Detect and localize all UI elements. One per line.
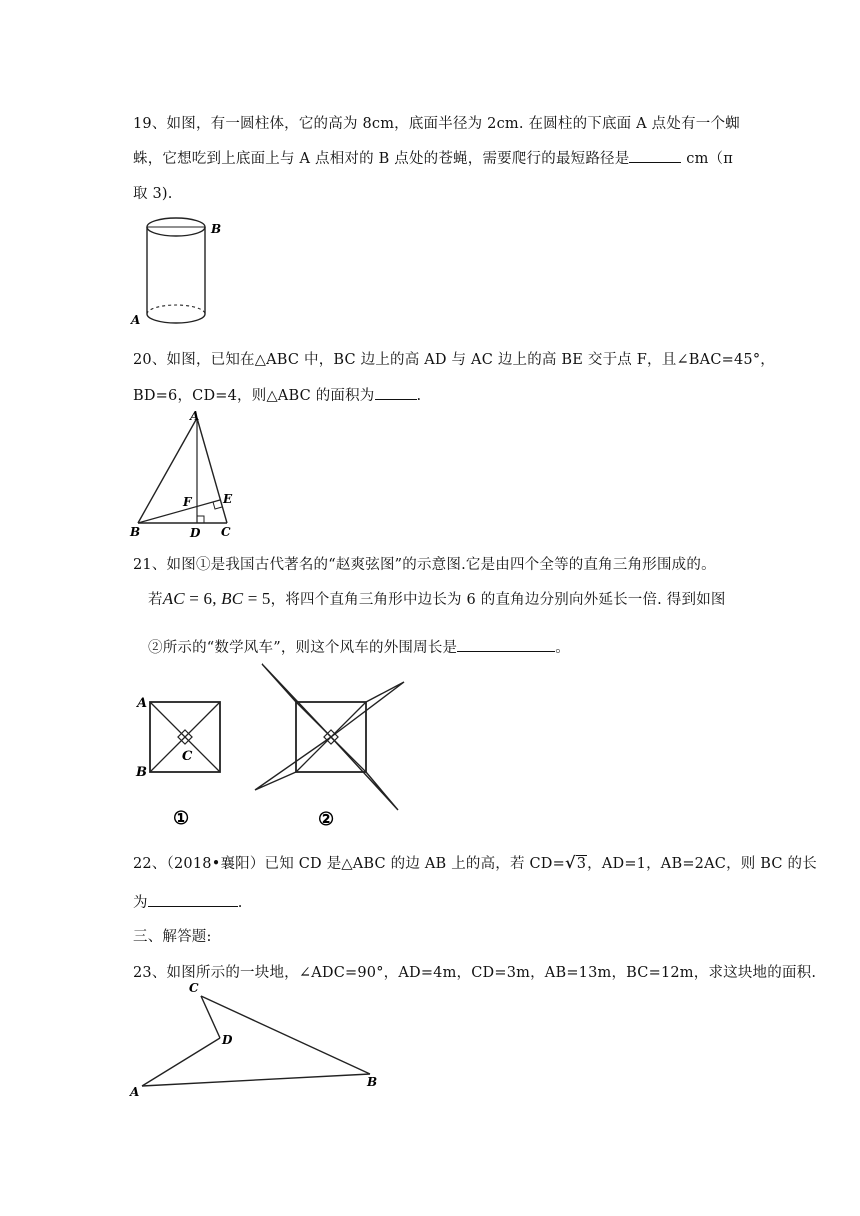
land-label-b: B [367,1075,378,1089]
q21-line3 [148,636,570,657]
q21-line2-suffix: ，将四个直角三角形中边长为 6 的直角边分别向外延长一倍. 得到如图 [270,592,726,608]
q20-line1: 20、如图，已知在△ABC 中，BC 边上的高 AD 与 AC 边上的高 BE 交于点 F，且∠BAC=45°， [133,352,775,368]
q20-line2 [133,384,421,405]
fig1-label-c: C [182,749,193,764]
math-bc: BC [221,589,244,608]
q19-line2 [133,147,733,168]
blade-bottom-right [331,737,398,810]
q23-line1: 23、如图所示的一块地，∠ADC=90°，AD=4m，CD=3m，AB=13m，BC=12m，求这块地的面积. [133,965,817,981]
sqrt-value: 3 [576,856,587,872]
side-dc-land [201,996,220,1038]
fig1-label-a: A [137,696,148,711]
q20-line2-end: . [416,388,422,404]
q19-line2-text: 蛛，它想吃到上底面上与 A 点相对的 B 点处的苍蝇，需要爬行的最短路径是 [133,151,630,167]
cylinder-label-b: B [211,222,222,236]
side-ab-land [142,1074,370,1086]
math-ac: AC [162,589,185,608]
math-eq1: = 6, [184,589,222,608]
fig1-label-b: B [136,765,147,780]
label-c: C [221,525,231,539]
q19-answer-blank[interactable] [629,148,681,163]
q22-line1 [133,852,817,873]
q22-line1-rest: ，AD=1，AB=2AC，则 BC 的长 [587,856,817,872]
q20-answer-blank[interactable] [375,385,417,400]
land-label-a: A [130,1085,140,1099]
label-b: B [130,525,141,539]
right-angle-d [197,516,204,523]
zhao-shuang-figure [128,680,238,830]
q22-answer-blank[interactable] [148,892,238,907]
fig1-caption: ① [173,808,190,829]
label-a: A [190,409,200,423]
blade-bottom-left [255,737,331,790]
q22-line2-text: 为 [133,895,148,911]
math-eq2: = 5 [243,589,271,608]
land-label-c: C [189,981,199,995]
label-e: E [223,492,233,506]
q19-line2-unit: cm（π [681,151,733,167]
q22-line1-text: 22、（2018•襄阳）已知 CD 是△ABC 的边 AB 上的高，若 CD= [133,856,565,872]
q21-answer-blank[interactable] [457,637,555,652]
fig2-caption: ② [318,809,335,830]
q21-line1: 21、如图①是我国古代著名的“赵爽弦图”的示意图.它是由四个全等的直角三角形围成的。 [133,557,716,573]
q21-line3-text: ②所示的“数学风车”，则这个风车的外围周长是 [148,640,458,656]
side-ac [197,418,227,523]
cylinder-bottom-front [147,314,205,323]
q19-line3: 取 3). [133,186,173,202]
q22-line2-end: . [237,895,243,911]
q21-line2 [148,588,726,609]
q19-line1: 19、如图，有一圆柱体，它的高为 8cm，底面半径为 2cm. 在圆柱的下底面 A 点处有一个蜘 [133,116,740,132]
cylinder-figure [128,212,228,330]
label-d: D [190,526,201,540]
sqrt-icon: √ [564,853,576,872]
cylinder-bottom-back [147,305,205,314]
math-windmill-figure [250,660,410,835]
q21-line3-end: 。 [555,640,570,656]
altitude-be [138,500,220,523]
quadrilateral-figure [128,978,384,1100]
label-f: F [183,495,192,509]
q21-math [163,589,271,608]
side-ad-land [142,1038,220,1086]
blade-top-right [331,682,404,737]
q21-line2-prefix: 若 [148,592,163,608]
triangle-abc-figure [128,408,246,542]
q22-line2 [133,891,243,912]
cylinder-label-a: A [131,313,141,327]
q20-line2-text: BD=6，CD=4，则△ABC 的面积为 [133,388,375,404]
section-title: 三、解答题: [133,929,212,945]
land-label-d: D [222,1033,233,1047]
